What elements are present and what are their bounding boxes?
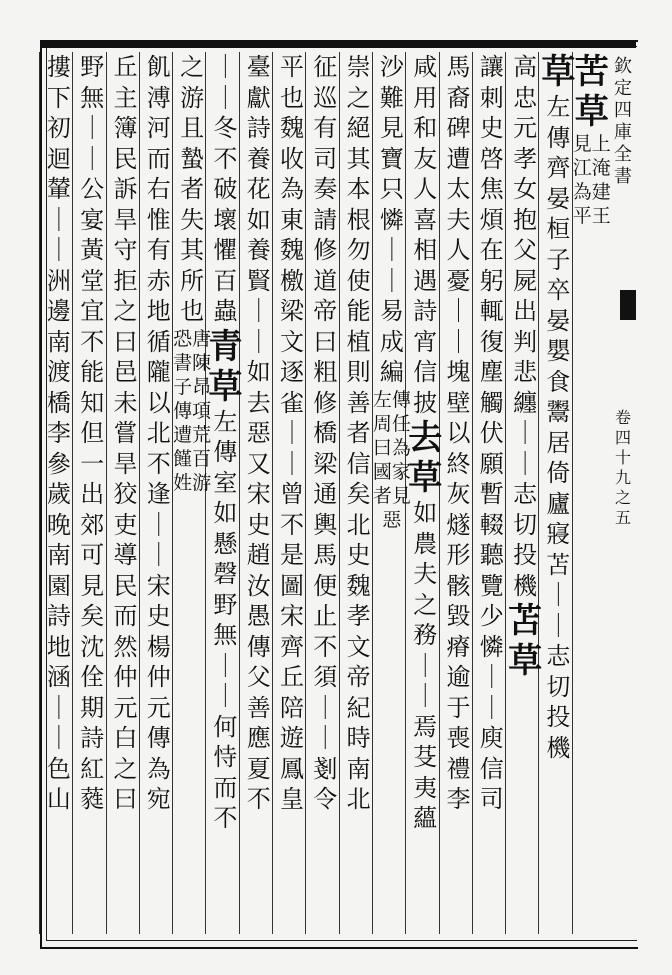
- text-column: [73, 52, 111, 934]
- entry-heading: 草: [541, 52, 576, 92]
- column-text: 左傳室如懸磬野無｜｜何恃而不: [213, 407, 238, 832]
- annotation-text: 左傳周任曰為國家者見惡: [372, 388, 411, 531]
- text-column: [273, 52, 311, 934]
- column-text: 沙難見寶只憐｜｜易成編: [379, 53, 404, 386]
- text-column: [506, 52, 544, 934]
- column-text: 丘主簿民訴旱守拒之曰邑未嘗旱狡吏導民而然仲元白之曰: [113, 53, 138, 813]
- text-column: [573, 52, 611, 934]
- page-margin: [608, 48, 636, 945]
- text-column: [240, 52, 278, 934]
- entry-heading: 苫草: [508, 601, 543, 681]
- column-text: 摟下初迴輦｜｜洲邊南渡橋李參歲晚南園詩地涵｜｜色山: [46, 53, 71, 813]
- column-text: 如農夫之務｜｜焉芟夷蘊: [413, 499, 438, 832]
- column-text: 左傳齊晏桓子卒晏嬰食鬻居倚廬寢苫｜｜志切投: [546, 93, 571, 731]
- text-column: [440, 52, 478, 934]
- text-column: [306, 52, 344, 934]
- text-column: [40, 52, 78, 934]
- text-column: [173, 52, 211, 934]
- column-text: 高忠元孝女抱父屍出判悲纏｜｜志切投機: [513, 53, 538, 600]
- entry-heading: 去草: [408, 418, 443, 498]
- column-text: 臺獻詩養花如養賢｜｜如去惡又宋史趙汝愚傳父善應夏不: [246, 53, 271, 813]
- entry-heading: 青草: [208, 326, 243, 407]
- top-border-bar: [40, 40, 636, 48]
- column-text: 馬裔碑遭太夫人憂｜｜塊壁以終灰燧形骸毀瘠逾于喪禮李: [446, 53, 471, 813]
- column-text: 之游且蟄者失其所也: [180, 53, 205, 325]
- annotation-text: 為建平王: [572, 181, 611, 227]
- text-column: [373, 52, 411, 934]
- column-text: 機: [546, 733, 571, 762]
- margin-fish-tail: [620, 290, 636, 320]
- column-text: 崇之絕其本根勿使能植則善者信矣北史魏孝文帝紀時南北: [346, 53, 371, 813]
- column-text: 讓刺史啓焦煩在躬輒復塵觸伏願暫輟聽覽少憐｜｜庾信司: [479, 53, 504, 813]
- text-column: [107, 52, 145, 934]
- annotation-text: 見上江淹: [572, 133, 611, 179]
- text-column: [539, 52, 577, 934]
- column-text: 飢溥河而右惟有赤地循隴以北不逢｜｜宋史楊仲元傳為宛: [146, 53, 171, 813]
- column-text: 征巡有司奏請修道帝曰粗修橋梁通輿馬便止不須｜｜剗令: [313, 53, 338, 813]
- column-text: 野無｜｜公宴黃堂宜不能知但一出郊可見矣沈佺期詩紅蕤: [80, 53, 105, 813]
- column-text: 平也魏收為東魏檄梁文逐雀｜｜曾不是圖宋齊丘陪遊鳳皇: [280, 53, 304, 813]
- text-column: [206, 52, 244, 934]
- text-column: [140, 52, 178, 934]
- margin-volume-label: 卷四十九之五: [614, 408, 631, 527]
- text-column: [406, 52, 444, 934]
- entry-heading: 苦草: [574, 52, 609, 132]
- margin-book-title: 欽定四庫全書: [614, 56, 632, 187]
- annotation-text: 恐唐書陳子昂傳項遭荒饉百姓游: [173, 327, 212, 494]
- text-column: [340, 52, 378, 934]
- column-text: ｜｜冬不破壞懼百蟲: [213, 53, 238, 325]
- column-text: 咸用和友人喜相遇詩宵信披: [413, 53, 438, 417]
- column-rule: [39, 52, 40, 934]
- text-column: [473, 52, 511, 934]
